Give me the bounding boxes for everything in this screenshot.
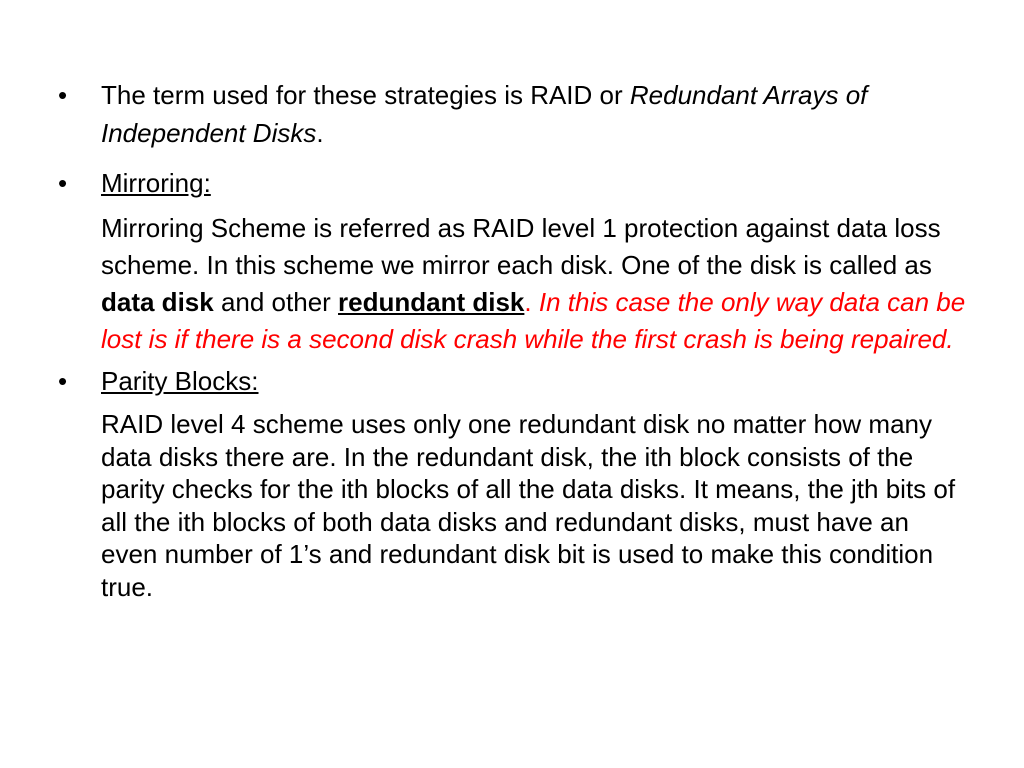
raid-definition-italic: Redundant Arrays of Independent Disks [101, 80, 868, 148]
data-disk-term: data disk [101, 287, 214, 317]
bullet-parity-blocks [58, 362, 968, 400]
raid-definition-plain: The term used for these strategies is RAID or [101, 80, 630, 110]
raid-definition-end: . [316, 118, 324, 148]
redundant-disk-term: redundant disk [338, 287, 525, 317]
parity-blocks-body: RAID level 4 scheme uses only one redundant disk no matter how many data disks there are. In the redundant disk, the ith block consists of the parity checks for the ith blocks of all the data disks. It means, the jth bits of all the ith blocks of both data disks and redundant disks, must have an even number of 1’s and redundant disk bit is used to make this condition true. [101, 409, 956, 602]
mirroring-red-note: In this case the only way data can be lost is if there is a second disk crash while the first crash is being repaired. [101, 287, 966, 354]
bullet-dot: • [58, 80, 68, 110]
red-period: . [524, 287, 532, 317]
bullet-dot: • [58, 168, 68, 198]
mirroring-heading: Mirroring: [101, 168, 211, 198]
mirroring-body-mid: and other [213, 287, 339, 317]
slide-content [58, 76, 968, 604]
mirroring-body-start: Mirroring Scheme is referred as RAID level 1 protection against data loss scheme. In this scheme we mirror each disk. One of the disk is called as [101, 213, 941, 280]
bullet-mirroring [58, 164, 968, 202]
bullet-dot: • [58, 366, 68, 396]
raid-definition-text [101, 76, 968, 152]
mirroring-body [101, 210, 968, 358]
bullet-raid-definition [58, 76, 968, 152]
parity-blocks-heading: Parity Blocks: [101, 366, 259, 396]
